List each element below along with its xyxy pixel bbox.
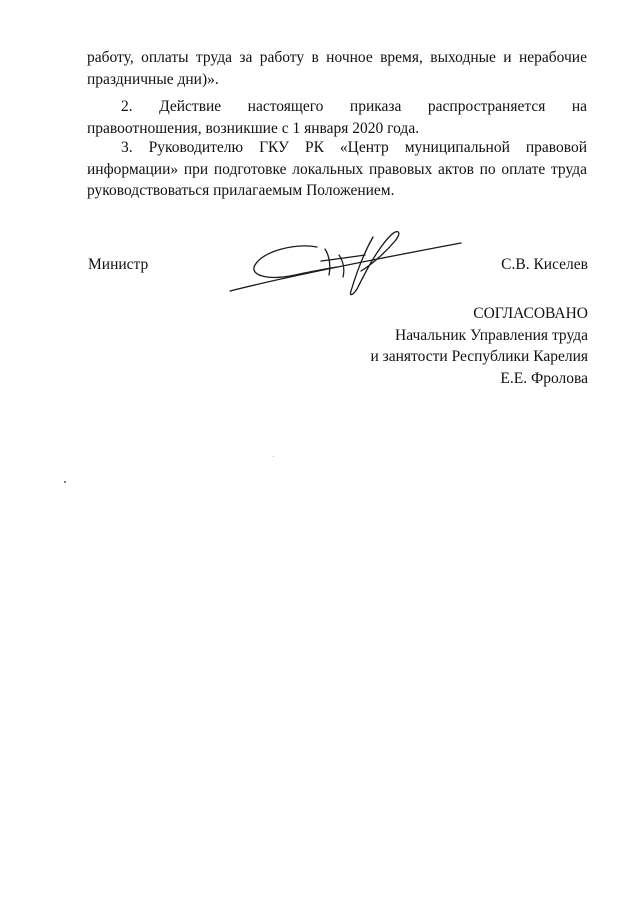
signature-stroke — [321, 255, 365, 261]
scan-speck — [64, 481, 66, 483]
paragraph-instruction: 3. Руководителю ГКУ РК «Центр муниципальной правовой информации» при подготовке локальных правовых актов по оплате труда руководствоваться прилагаемым Положением. — [87, 139, 587, 199]
scan-speck — [273, 456, 274, 457]
signature-stroke — [254, 246, 337, 277]
paragraph-continuation: работу, оплаты труда за работу в ночное время, выходные и нерабочие праздничные дни)». — [87, 49, 587, 88]
signatory-role: Министр — [88, 256, 149, 273]
approval-position-line-1: Начальник Управления труда — [395, 326, 588, 344]
approval-block — [268, 303, 588, 389]
signature-stroke — [230, 243, 461, 291]
handwritten-signature — [225, 225, 465, 300]
signature-stroke — [325, 249, 330, 275]
paragraph-effective-date: 2. Действие настоящего приказа распространяется на правоотношения, возникшие с 1 января 2020 года. — [87, 98, 587, 137]
approval-position-line-2: и занятости Республики Карелия — [370, 348, 588, 365]
approval-person-name: Е.Е. Фролова — [500, 369, 588, 387]
signatory-name: С.В. Киселев — [501, 256, 588, 273]
approval-heading: СОГЛАСОВАНО — [473, 305, 588, 322]
